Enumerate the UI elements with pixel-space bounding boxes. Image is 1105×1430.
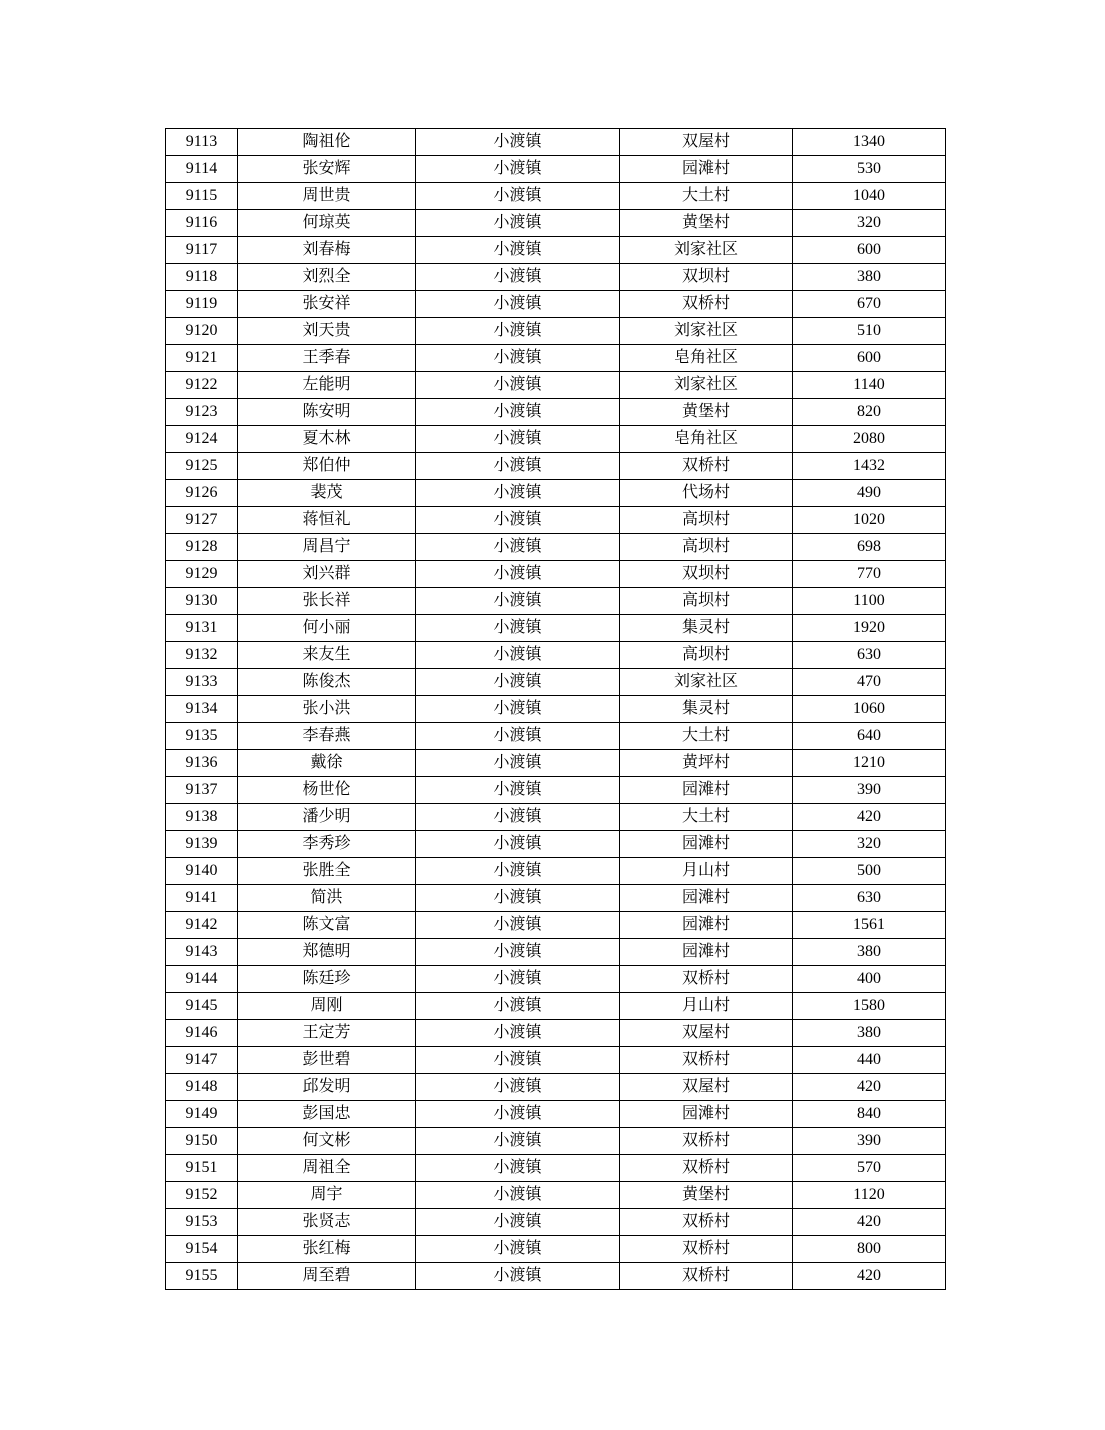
cell-name: 陈文富 [238,912,416,939]
cell-town: 小渡镇 [416,831,620,858]
cell-town: 小渡镇 [416,156,620,183]
cell-amount: 670 [793,291,946,318]
cell-town: 小渡镇 [416,777,620,804]
cell-amount: 1120 [793,1182,946,1209]
cell-village: 双坝村 [620,264,793,291]
cell-amount: 600 [793,237,946,264]
cell-town: 小渡镇 [416,1236,620,1263]
cell-amount: 630 [793,885,946,912]
cell-id: 9144 [166,966,238,993]
cell-id: 9134 [166,696,238,723]
cell-id: 9121 [166,345,238,372]
table-row [166,1101,946,1128]
cell-amount: 380 [793,264,946,291]
cell-village: 月山村 [620,858,793,885]
cell-id: 9149 [166,1101,238,1128]
cell-amount: 1920 [793,615,946,642]
table-row [166,750,946,777]
cell-village: 皂角社区 [620,345,793,372]
roster-table [165,128,946,1290]
cell-village: 黄堡村 [620,399,793,426]
cell-amount: 380 [793,1020,946,1047]
table-row [166,1128,946,1155]
table-row [166,642,946,669]
cell-id: 9143 [166,939,238,966]
cell-name: 陈俊杰 [238,669,416,696]
cell-amount: 440 [793,1047,946,1074]
cell-id: 9126 [166,480,238,507]
cell-name: 刘天贵 [238,318,416,345]
cell-town: 小渡镇 [416,264,620,291]
cell-town: 小渡镇 [416,1209,620,1236]
cell-town: 小渡镇 [416,210,620,237]
cell-amount: 1040 [793,183,946,210]
cell-amount: 570 [793,1155,946,1182]
cell-id: 9140 [166,858,238,885]
cell-village: 月山村 [620,993,793,1020]
cell-town: 小渡镇 [416,399,620,426]
table-row [166,1182,946,1209]
cell-name: 邱发明 [238,1074,416,1101]
cell-id: 9114 [166,156,238,183]
cell-id: 9128 [166,534,238,561]
table-row [166,453,946,480]
table-row [166,723,946,750]
cell-amount: 840 [793,1101,946,1128]
cell-amount: 1020 [793,507,946,534]
cell-amount: 390 [793,777,946,804]
cell-town: 小渡镇 [416,1155,620,1182]
cell-village: 高坝村 [620,588,793,615]
cell-id: 9120 [166,318,238,345]
cell-town: 小渡镇 [416,696,620,723]
cell-village: 园滩村 [620,912,793,939]
cell-id: 9124 [166,426,238,453]
cell-village: 园滩村 [620,1101,793,1128]
cell-name: 王季春 [238,345,416,372]
cell-town: 小渡镇 [416,129,620,156]
cell-name: 陈廷珍 [238,966,416,993]
cell-town: 小渡镇 [416,885,620,912]
table-row [166,399,946,426]
cell-amount: 420 [793,1209,946,1236]
table-row [166,561,946,588]
cell-name: 王定芳 [238,1020,416,1047]
cell-town: 小渡镇 [416,1101,620,1128]
cell-id: 9153 [166,1209,238,1236]
cell-id: 9139 [166,831,238,858]
table-row [166,183,946,210]
cell-name: 夏木林 [238,426,416,453]
cell-amount: 420 [793,1263,946,1290]
cell-name: 刘春梅 [238,237,416,264]
cell-name: 彭世碧 [238,1047,416,1074]
cell-name: 周世贵 [238,183,416,210]
cell-town: 小渡镇 [416,1074,620,1101]
table-row [166,1263,946,1290]
cell-village: 双桥村 [620,453,793,480]
cell-amount: 1432 [793,453,946,480]
cell-id: 9150 [166,1128,238,1155]
cell-amount: 380 [793,939,946,966]
cell-name: 张贤志 [238,1209,416,1236]
table-row [166,291,946,318]
cell-village: 黄堡村 [620,210,793,237]
cell-village: 刘家社区 [620,372,793,399]
cell-village: 园滩村 [620,156,793,183]
cell-id: 9135 [166,723,238,750]
cell-id: 9148 [166,1074,238,1101]
cell-town: 小渡镇 [416,345,620,372]
cell-name: 刘烈全 [238,264,416,291]
cell-name: 张安祥 [238,291,416,318]
cell-town: 小渡镇 [416,1047,620,1074]
cell-town: 小渡镇 [416,372,620,399]
cell-town: 小渡镇 [416,1128,620,1155]
cell-id: 9118 [166,264,238,291]
cell-town: 小渡镇 [416,507,620,534]
cell-name: 彭国忠 [238,1101,416,1128]
cell-town: 小渡镇 [416,318,620,345]
cell-town: 小渡镇 [416,615,620,642]
table-row [166,264,946,291]
cell-amount: 698 [793,534,946,561]
cell-id: 9113 [166,129,238,156]
cell-id: 9123 [166,399,238,426]
cell-id: 9142 [166,912,238,939]
table-row [166,210,946,237]
cell-village: 皂角社区 [620,426,793,453]
cell-town: 小渡镇 [416,966,620,993]
cell-name: 简洪 [238,885,416,912]
cell-amount: 1580 [793,993,946,1020]
table-row [166,669,946,696]
cell-name: 蒋恒礼 [238,507,416,534]
table-row [166,777,946,804]
cell-name: 裴茂 [238,480,416,507]
cell-name: 杨世伦 [238,777,416,804]
cell-amount: 420 [793,1074,946,1101]
cell-name: 郑德明 [238,939,416,966]
table-row [166,615,946,642]
table-row [166,993,946,1020]
cell-amount: 320 [793,831,946,858]
cell-town: 小渡镇 [416,1182,620,1209]
cell-village: 园滩村 [620,885,793,912]
cell-village: 双坝村 [620,561,793,588]
cell-town: 小渡镇 [416,993,620,1020]
cell-village: 双桥村 [620,1047,793,1074]
table-row [166,507,946,534]
cell-amount: 530 [793,156,946,183]
cell-id: 9119 [166,291,238,318]
cell-name: 潘少明 [238,804,416,831]
cell-id: 9117 [166,237,238,264]
cell-id: 9138 [166,804,238,831]
table-row [166,1209,946,1236]
cell-name: 张安辉 [238,156,416,183]
cell-amount: 400 [793,966,946,993]
table-row [166,480,946,507]
cell-town: 小渡镇 [416,426,620,453]
cell-village: 高坝村 [620,642,793,669]
cell-id: 9132 [166,642,238,669]
cell-name: 张胜全 [238,858,416,885]
cell-village: 集灵村 [620,615,793,642]
table-row [166,696,946,723]
cell-amount: 320 [793,210,946,237]
cell-amount: 1210 [793,750,946,777]
table-row [166,588,946,615]
cell-id: 9155 [166,1263,238,1290]
cell-id: 9141 [166,885,238,912]
cell-amount: 640 [793,723,946,750]
cell-id: 9122 [166,372,238,399]
cell-town: 小渡镇 [416,642,620,669]
cell-amount: 1100 [793,588,946,615]
table-row [166,1047,946,1074]
cell-amount: 390 [793,1128,946,1155]
cell-village: 黄坪村 [620,750,793,777]
cell-name: 周宇 [238,1182,416,1209]
cell-name: 陈安明 [238,399,416,426]
table-row [166,1074,946,1101]
cell-amount: 1060 [793,696,946,723]
table-row [166,1236,946,1263]
cell-id: 9131 [166,615,238,642]
table-row [166,912,946,939]
cell-town: 小渡镇 [416,291,620,318]
cell-id: 9151 [166,1155,238,1182]
cell-amount: 800 [793,1236,946,1263]
cell-town: 小渡镇 [416,1020,620,1047]
cell-name: 郑伯仲 [238,453,416,480]
cell-amount: 770 [793,561,946,588]
cell-name: 张长祥 [238,588,416,615]
cell-village: 黄堡村 [620,1182,793,1209]
table-row [166,1155,946,1182]
cell-town: 小渡镇 [416,750,620,777]
cell-name: 张小洪 [238,696,416,723]
cell-village: 双屋村 [620,129,793,156]
table-row [166,426,946,453]
cell-name: 陶祖伦 [238,129,416,156]
cell-town: 小渡镇 [416,480,620,507]
cell-id: 9130 [166,588,238,615]
table-row [166,1020,946,1047]
cell-amount: 2080 [793,426,946,453]
table-row [166,858,946,885]
cell-village: 园滩村 [620,831,793,858]
roster-table-body [166,129,946,1290]
cell-town: 小渡镇 [416,453,620,480]
cell-village: 园滩村 [620,777,793,804]
cell-village: 代场村 [620,480,793,507]
cell-town: 小渡镇 [416,237,620,264]
cell-name: 周祖全 [238,1155,416,1182]
cell-name: 李春燕 [238,723,416,750]
cell-village: 双桥村 [620,291,793,318]
cell-town: 小渡镇 [416,1263,620,1290]
cell-village: 集灵村 [620,696,793,723]
cell-town: 小渡镇 [416,669,620,696]
cell-town: 小渡镇 [416,723,620,750]
cell-name: 何小丽 [238,615,416,642]
cell-town: 小渡镇 [416,939,620,966]
table-row [166,939,946,966]
cell-village: 双桥村 [620,1155,793,1182]
cell-amount: 490 [793,480,946,507]
cell-amount: 510 [793,318,946,345]
cell-town: 小渡镇 [416,534,620,561]
cell-id: 9116 [166,210,238,237]
cell-town: 小渡镇 [416,588,620,615]
cell-name: 刘兴群 [238,561,416,588]
cell-name: 何琼英 [238,210,416,237]
cell-amount: 600 [793,345,946,372]
table-row [166,372,946,399]
cell-id: 9133 [166,669,238,696]
cell-amount: 1561 [793,912,946,939]
cell-id: 9152 [166,1182,238,1209]
cell-amount: 820 [793,399,946,426]
table-row [166,885,946,912]
cell-id: 9145 [166,993,238,1020]
cell-village: 双桥村 [620,966,793,993]
cell-name: 张红梅 [238,1236,416,1263]
cell-id: 9136 [166,750,238,777]
table-row [166,345,946,372]
cell-village: 高坝村 [620,534,793,561]
cell-id: 9146 [166,1020,238,1047]
cell-town: 小渡镇 [416,858,620,885]
cell-amount: 500 [793,858,946,885]
cell-name: 何文彬 [238,1128,416,1155]
table-row [166,129,946,156]
cell-village: 双屋村 [620,1074,793,1101]
cell-town: 小渡镇 [416,561,620,588]
cell-amount: 470 [793,669,946,696]
cell-name: 李秀珍 [238,831,416,858]
cell-id: 9129 [166,561,238,588]
table-row [166,831,946,858]
cell-village: 大土村 [620,723,793,750]
cell-village: 双桥村 [620,1128,793,1155]
cell-amount: 420 [793,804,946,831]
cell-village: 刘家社区 [620,318,793,345]
cell-village: 双桥村 [620,1209,793,1236]
cell-id: 9154 [166,1236,238,1263]
table-row [166,966,946,993]
table-row [166,534,946,561]
cell-amount: 630 [793,642,946,669]
cell-village: 双桥村 [620,1236,793,1263]
table-row [166,804,946,831]
cell-name: 左能明 [238,372,416,399]
cell-id: 9127 [166,507,238,534]
cell-amount: 1340 [793,129,946,156]
cell-village: 园滩村 [620,939,793,966]
cell-town: 小渡镇 [416,912,620,939]
cell-name: 周昌宁 [238,534,416,561]
cell-id: 9137 [166,777,238,804]
cell-village: 双桥村 [620,1263,793,1290]
cell-village: 大土村 [620,183,793,210]
table-row [166,237,946,264]
cell-village: 大土村 [620,804,793,831]
cell-town: 小渡镇 [416,183,620,210]
cell-id: 9147 [166,1047,238,1074]
cell-amount: 1140 [793,372,946,399]
cell-id: 9115 [166,183,238,210]
cell-name: 戴徐 [238,750,416,777]
cell-id: 9125 [166,453,238,480]
cell-name: 周刚 [238,993,416,1020]
cell-village: 高坝村 [620,507,793,534]
cell-name: 来友生 [238,642,416,669]
table-row [166,156,946,183]
cell-village: 刘家社区 [620,237,793,264]
table-row [166,318,946,345]
cell-village: 双屋村 [620,1020,793,1047]
cell-name: 周至碧 [238,1263,416,1290]
cell-town: 小渡镇 [416,804,620,831]
cell-village: 刘家社区 [620,669,793,696]
